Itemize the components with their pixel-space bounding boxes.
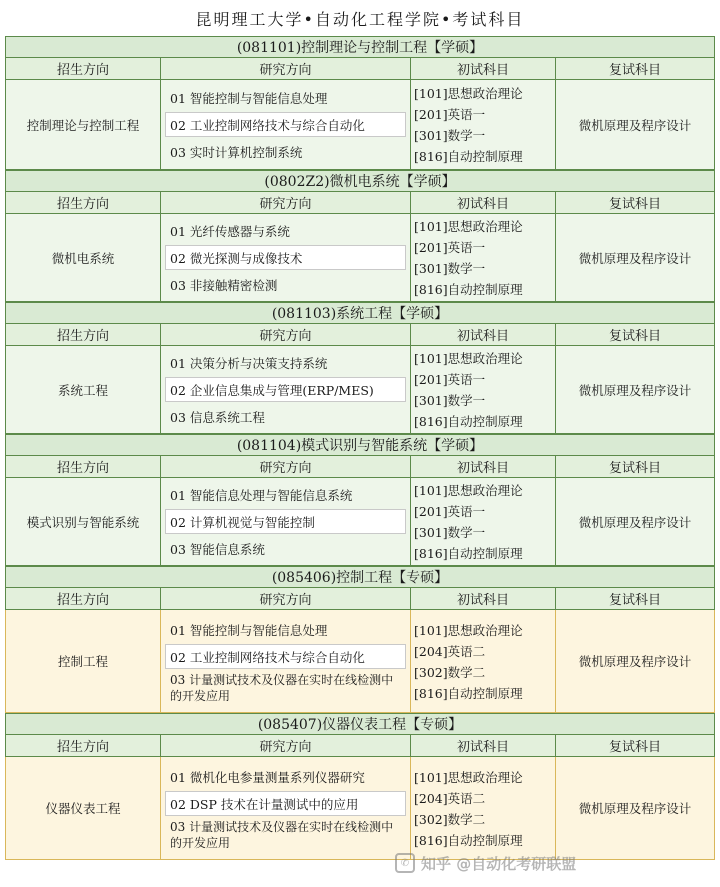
retest-cell: 微机原理及程序设计 [578, 382, 692, 398]
direction-cell: 微机电系统 [6, 214, 161, 301]
research-cell [161, 346, 411, 433]
retest-cell: 微机原理及程序设计 [578, 654, 692, 669]
table-row [5, 757, 715, 860]
exam-cell [411, 214, 556, 301]
table-header [5, 324, 715, 346]
table-row [5, 610, 715, 713]
header-direction: 招生方向 [6, 588, 161, 610]
watermark-text: 知乎 @自动化考研联盟 [421, 854, 577, 873]
header-research: 研究方向 [161, 58, 411, 80]
research-item: 03 计量测试技术及仪器在实时在线检测中的开发应用 [170, 820, 394, 850]
header-initial: 初试科目 [411, 456, 556, 478]
header-direction: 招生方向 [6, 58, 161, 80]
research-cell [161, 610, 411, 712]
program-table-081104 [5, 434, 715, 566]
research-item: 02 工业控制网络技术与综合自动化 [165, 112, 406, 137]
exam-item: [816]自动控制原理 [414, 149, 523, 164]
exam-cell [411, 757, 556, 859]
research-item: 03 信息系统工程 [170, 409, 265, 425]
exam-item: [816]自动控制原理 [414, 685, 523, 701]
program-table-081103 [5, 302, 715, 434]
exam-item: [816]自动控制原理 [414, 832, 523, 848]
header-direction: 招生方向 [6, 324, 161, 346]
table-row [5, 478, 715, 566]
research-item: 03 实时计算机控制系统 [170, 144, 303, 160]
table-row [5, 346, 715, 434]
direction-cell: 控制工程 [6, 610, 161, 712]
research-item: 03 智能信息系统 [170, 541, 265, 557]
exam-item: [201]英语一 [414, 372, 486, 387]
watermark [395, 848, 715, 878]
exam-item: [302]数学二 [414, 664, 486, 680]
research-item: 01 光纤传感器与系统 [170, 223, 290, 239]
header-initial: 初试科目 [411, 588, 556, 610]
exam-item: [201]英语一 [414, 107, 486, 122]
header-retest: 复试科目 [556, 735, 714, 757]
exam-item: [301]数学一 [414, 393, 486, 408]
header-research: 研究方向 [161, 324, 411, 346]
header-research: 研究方向 [161, 456, 411, 478]
program-title: (081104)模式识别与智能系统【学硕】 [5, 434, 715, 456]
program-table-0802Z2 [5, 170, 715, 302]
research-item: 02 DSP 技术在计量测试中的应用 [165, 791, 406, 816]
research-item: 03 计量测试技术及仪器在实时在线检测中的开发应用 [170, 673, 394, 703]
header-initial: 初试科目 [411, 735, 556, 757]
table-header [5, 588, 715, 610]
retest-cell: 微机原理及程序设计 [578, 514, 692, 530]
program-title: (085407)仪器仪表工程【专硕】 [5, 713, 715, 735]
research-item: 01 微机化电参量测量系列仪器研究 [170, 769, 365, 785]
header-direction: 招生方向 [6, 456, 161, 478]
table-row [5, 214, 715, 302]
exam-item: [101]思想政治理论 [414, 351, 523, 366]
research-item: 01 智能信息处理与智能信息系统 [170, 487, 353, 503]
header-research: 研究方向 [161, 735, 411, 757]
page-title: 昆明理工大学•自动化工程学院•考试科目 [195, 9, 525, 29]
exam-item: [301]数学一 [414, 128, 486, 143]
research-item: 02 工业控制网络技术与综合自动化 [165, 644, 406, 669]
exam-tables [5, 36, 715, 860]
program-title: (0802Z2)微机电系统【学硕】 [5, 170, 715, 192]
exam-item: [301]数学一 [414, 525, 486, 540]
exam-item: [204]英语二 [414, 790, 486, 806]
header-retest: 复试科目 [556, 58, 714, 80]
program-title: (081103)系统工程【学硕】 [5, 302, 715, 324]
header-initial: 初试科目 [411, 58, 556, 80]
exam-item: [201]英语一 [414, 240, 486, 255]
program-table-085406 [5, 566, 715, 713]
retest-cell: 微机原理及程序设计 [578, 117, 692, 133]
retest-cell: 微机原理及程序设计 [578, 801, 692, 816]
header-direction: 招生方向 [6, 192, 161, 214]
research-item: 01 智能控制与智能信息处理 [170, 90, 328, 106]
retest-cell: 微机原理及程序设计 [578, 250, 692, 266]
research-cell [161, 757, 411, 859]
header-retest: 复试科目 [556, 324, 714, 346]
direction-cell: 模式识别与智能系统 [6, 478, 161, 565]
table-header [5, 192, 715, 214]
research-item: 02 微光探测与成像技术 [165, 245, 406, 270]
research-item: 02 计算机视觉与智能控制 [165, 509, 406, 534]
exam-item: [816]自动控制原理 [414, 414, 523, 429]
exam-item: [101]思想政治理论 [414, 769, 523, 785]
research-item: 01 智能控制与智能信息处理 [170, 622, 328, 638]
table-row [5, 80, 715, 170]
table-header [5, 735, 715, 757]
exam-item: [101]思想政治理论 [414, 483, 523, 498]
research-cell [161, 214, 411, 301]
research-item: 03 非接触精密检测 [170, 277, 278, 293]
header-initial: 初试科目 [411, 192, 556, 214]
program-title: (081101)控制理论与控制工程【学硕】 [5, 36, 715, 58]
exam-item: [301]数学一 [414, 261, 486, 276]
table-header [5, 456, 715, 478]
exam-item: [816]自动控制原理 [414, 546, 523, 561]
program-table-085407 [5, 713, 715, 860]
header-research: 研究方向 [161, 588, 411, 610]
wechat-icon: ✆ [395, 853, 415, 873]
exam-cell [411, 610, 556, 712]
direction-cell: 控制理论与控制工程 [6, 80, 161, 169]
header-initial: 初试科目 [411, 324, 556, 346]
research-item: 02 企业信息集成与管理(ERP/MES) [165, 377, 406, 402]
header-retest: 复试科目 [556, 588, 714, 610]
exam-item: [201]英语一 [414, 504, 486, 519]
header-direction: 招生方向 [6, 735, 161, 757]
exam-item: [302]数学二 [414, 811, 486, 827]
header-retest: 复试科目 [556, 192, 714, 214]
exam-cell [411, 478, 556, 565]
program-title: (085406)控制工程【专硕】 [5, 566, 715, 588]
header-retest: 复试科目 [556, 456, 714, 478]
exam-item: [101]思想政治理论 [414, 86, 523, 101]
exam-item: [204]英语二 [414, 643, 486, 659]
exam-item: [101]思想政治理论 [414, 219, 523, 234]
research-cell [161, 478, 411, 565]
exam-cell [411, 346, 556, 433]
exam-item: [816]自动控制原理 [414, 282, 523, 297]
table-header [5, 58, 715, 80]
program-table-081101 [5, 36, 715, 170]
direction-cell: 系统工程 [6, 346, 161, 433]
exam-item: [101]思想政治理论 [414, 622, 523, 638]
direction-cell: 仪器仪表工程 [6, 757, 161, 859]
research-item: 01 决策分析与决策支持系统 [170, 355, 328, 371]
research-cell [161, 80, 411, 169]
header-research: 研究方向 [161, 192, 411, 214]
exam-cell [411, 80, 556, 169]
